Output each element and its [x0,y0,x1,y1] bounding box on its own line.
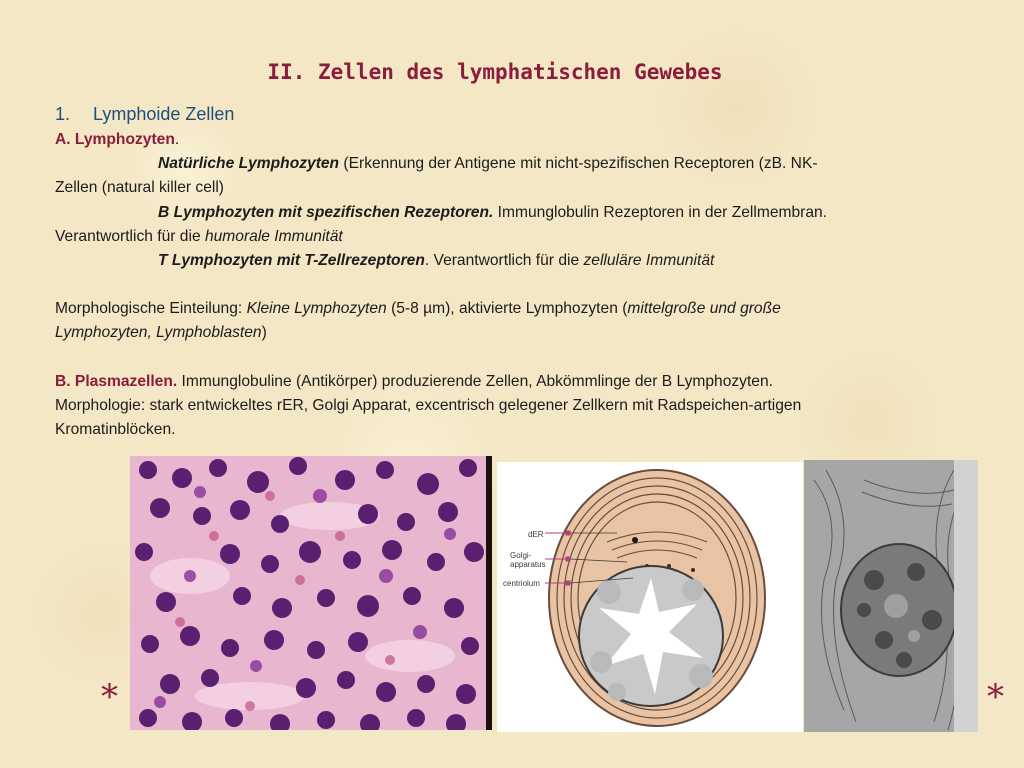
plasma-desc: Immunglobuline (Antikörper) produzierende Zellen, Abkömmlinge der B Lymphozyten. [177,372,773,390]
micrograph-border [486,456,492,730]
lymphocytes-label: A. Lymphozyten [55,131,175,148]
natural-lymphocytes-line2: Zellen (natural killer cell) [55,179,224,197]
body-text [55,128,955,442]
section-heading [55,104,234,125]
t-lymphocytes-desc: . Verantwortlich für die [424,252,584,270]
small-lymphocytes-term: Kleine Lymphozyten [246,300,387,318]
plasma-line2: Morphologie: stark entwickeltes rER, Golgi Apparat, excentrisch gelegener Zellkern mit Radspeichen-artigen [55,396,802,414]
lymphocytes-heading [55,128,955,152]
histology-micrograph-drawing [130,456,486,730]
morphology-line1 [55,297,955,321]
diagram-label-golgi: Golgi- [510,551,532,560]
diagram-label-centriole: centriolum [503,579,540,588]
morphology-mid: (5-8 µm), aktivierte Lymphozyten ( [386,300,628,318]
t-lymphocytes-term: T Lymphozyten mit T-Zellrezeptoren [158,252,425,270]
morphology-prefix: Morphologische Einteilung: [55,300,247,318]
diagram-label-golgi-2: apparatus [510,560,546,569]
plasma-cell-drawing [497,462,803,732]
humoral-immunity-term: humorale Immunität [204,227,343,245]
electron-micrograph-drawing [804,460,978,732]
large-lymphocytes-term: mittelgroße und große [627,300,781,318]
natural-lymphocytes-term: Natürliche Lymphozyten [158,155,340,173]
plasma-cell-diagram [497,462,803,732]
section-heading-text: Lymphoide Zellen [93,104,235,124]
electron-micrograph [804,460,978,732]
plasma-line3: Kromatinblöcken. [55,421,176,439]
b-lymphocytes-line [55,201,955,225]
b-lymphocytes-desc: Immunglobulin Rezeptoren in der Zellmembran. [493,203,828,221]
plasma-label: B. Plasmazellen. [55,372,178,390]
right-asterisk-marker: * [987,677,1004,717]
plasma-line1 [55,370,955,394]
histology-micrograph [130,456,486,730]
spacer [55,273,955,297]
morphology-line2 [55,321,955,345]
slide-title: II. Zellen des lymphatischen Gewebes [267,60,723,84]
natural-lymphocytes-line [55,152,955,176]
b-lymphocytes-term: B Lymphozyten mit spezifischen Rezeptoren. [158,203,494,221]
t-lymphocytes-line [55,249,955,273]
b-lymphocytes-line2-prefix: Verantwortlich für die [55,227,205,245]
lymphoblasts-term: Lymphozyten, Lymphoblasten [55,324,262,342]
lymphocytes-label-suffix: . [174,131,180,148]
spacer [55,346,955,370]
section-number: 1. [55,104,71,124]
b-lymphocytes-line2 [55,225,955,249]
cellular-immunity-term: zelluläre Immunität [583,252,715,270]
diagram-label-der: dER [528,530,544,539]
morphology-close: ) [261,324,267,342]
natural-lymphocytes-desc: (Erkennung der Antigene mit nicht-spezifischen Receptoren (zB. NK- [339,155,818,173]
left-asterisk-marker: * [101,677,118,717]
